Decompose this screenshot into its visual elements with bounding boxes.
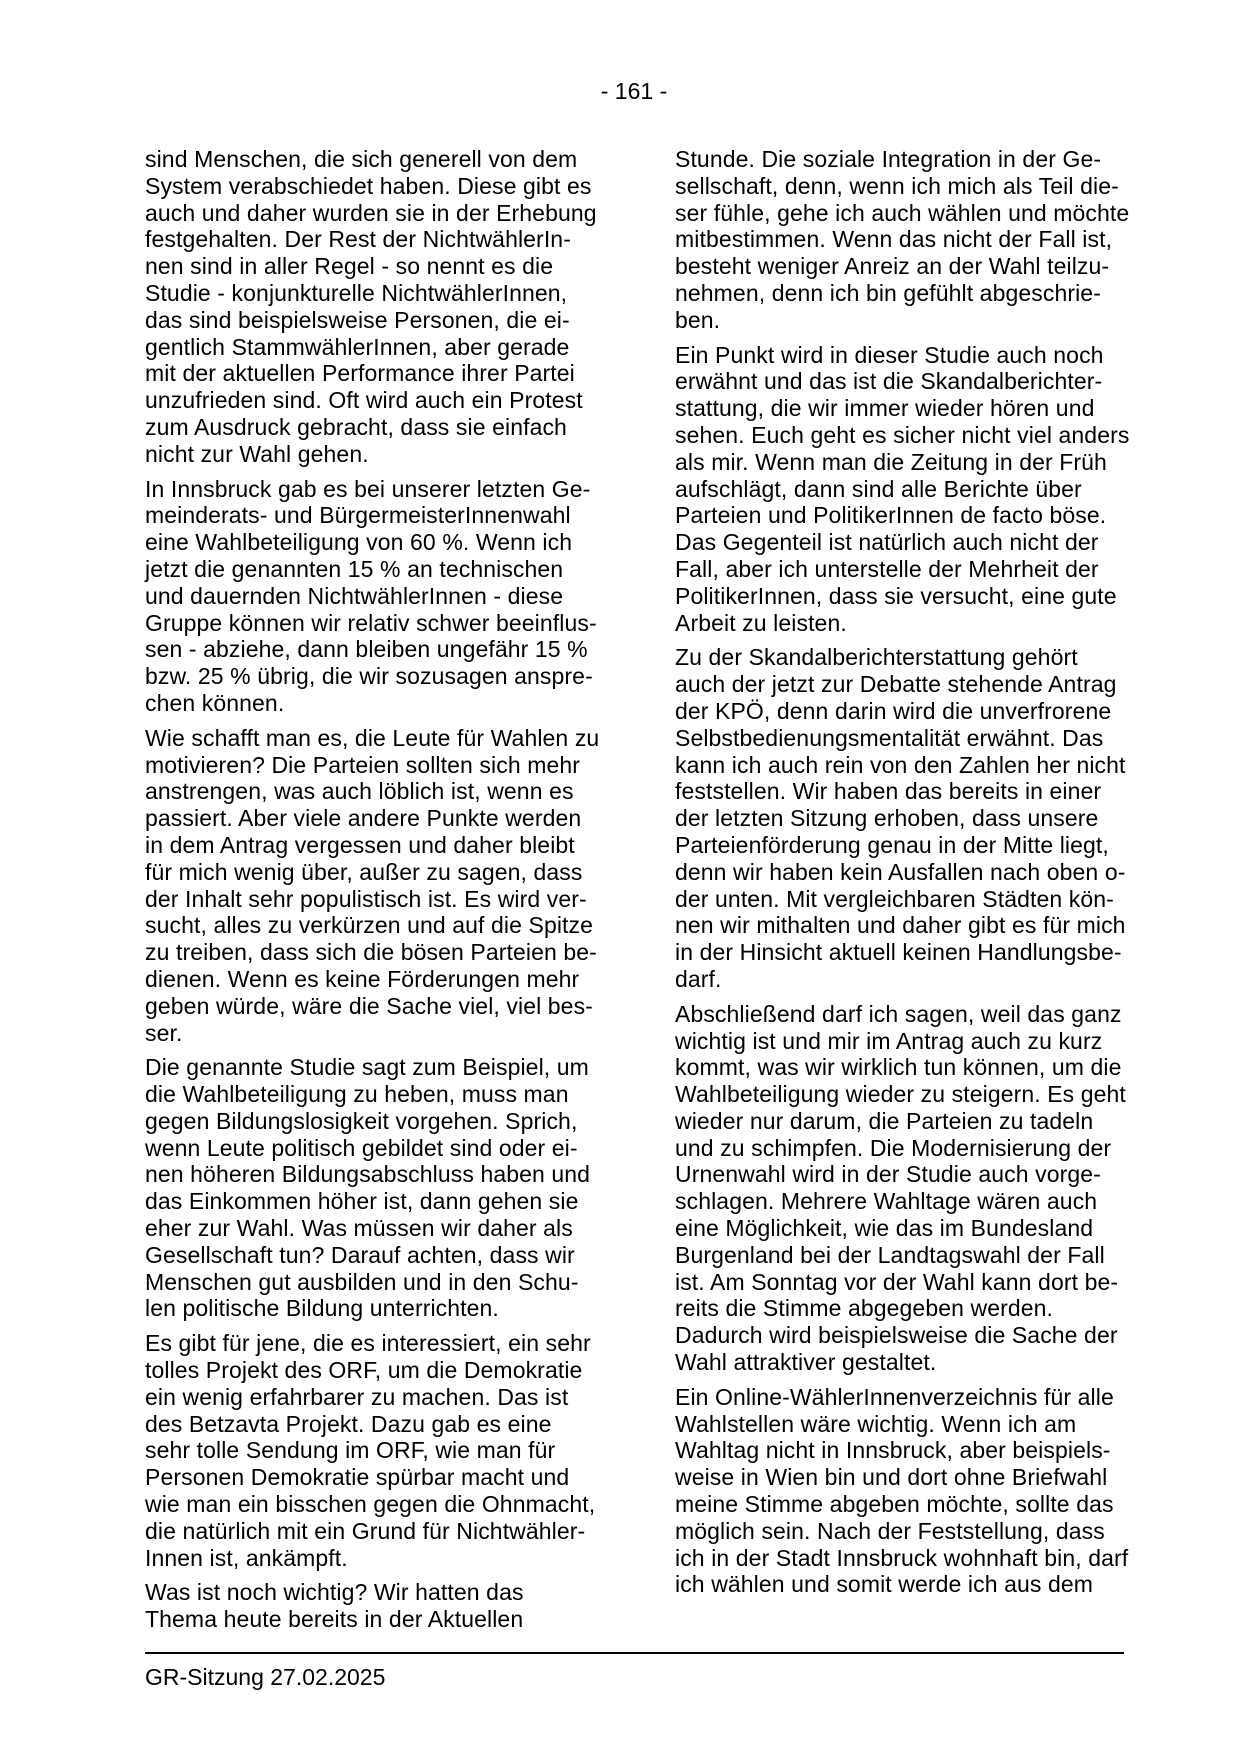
text-line: möglich sein. Nach der Feststellung, dass bbox=[675, 1517, 1105, 1544]
text-line: len politische Bildung unterrichten. bbox=[145, 1295, 499, 1322]
text-line: ich in der Stadt Innsbruck wohnhaft bin, darf bbox=[675, 1544, 1129, 1571]
text-line: ein wenig erfahrbarer zu machen. Das ist bbox=[145, 1383, 569, 1410]
text-line: Urnenwahl wird in der Studie auch vorge- bbox=[675, 1161, 1101, 1188]
text-line: zum Ausdruck gebracht, dass sie einfach bbox=[145, 413, 567, 440]
text-line: für mich wenig über, außer zu sagen, dass bbox=[145, 858, 583, 885]
text-line: das Einkommen höher ist, dann gehen sie bbox=[145, 1188, 579, 1215]
text-line: gegen Bildungslosigkeit vorgehen. Sprich, bbox=[145, 1107, 578, 1134]
text-line: der KPÖ, denn darin wird die unverfrorene bbox=[675, 697, 1112, 724]
text-line: Wie schafft man es, die Leute für Wahlen zu bbox=[145, 724, 600, 751]
paragraph bbox=[675, 1000, 1126, 1376]
page-footer bbox=[145, 1652, 1124, 1691]
text-columns bbox=[145, 146, 1130, 1641]
text-line: Gesellschaft tun? Darauf achten, dass wir bbox=[145, 1241, 575, 1268]
text-line: nicht zur Wahl gehen. bbox=[145, 440, 369, 467]
paragraph bbox=[675, 1383, 1129, 1598]
text-line: motivieren? Die Parteien sollten sich mehr bbox=[145, 751, 581, 778]
text-line: sen - abziehe, dann bleiben ungefähr 15 % bbox=[145, 636, 588, 663]
text-line: dienen. Wenn es keine Förderungen mehr bbox=[145, 965, 580, 992]
text-line: bzw. 25 % übrig, die wir sozusagen anspre- bbox=[145, 663, 593, 690]
text-line: sehen. Euch geht es sicher nicht viel anders bbox=[675, 421, 1130, 448]
paragraph bbox=[675, 341, 1130, 637]
text-line: sucht, alles zu verkürzen und auf die Spitze bbox=[145, 912, 594, 939]
text-line: reits die Stimme abgegeben werden. bbox=[675, 1295, 1054, 1322]
text-line: ben. bbox=[675, 306, 721, 333]
text-line: Was ist noch wichtig? Wir hatten das bbox=[145, 1579, 524, 1606]
text-line: Wahl attraktiver gestaltet. bbox=[675, 1349, 937, 1376]
text-line: System verabschiedet haben. Diese gibt es bbox=[145, 172, 592, 199]
text-line: wenn Leute politisch gebildet sind oder ei- bbox=[145, 1134, 578, 1161]
text-line: Burgenland bei der Landtagswahl der Fall bbox=[675, 1241, 1105, 1268]
text-line: weise in Wien bin und dort ohne Briefwahl bbox=[675, 1464, 1108, 1491]
text-line: Innen ist, ankämpft. bbox=[145, 1544, 348, 1571]
left-column bbox=[145, 146, 600, 1641]
text-line: wieder nur darum, die Parteien zu tadeln bbox=[675, 1107, 1094, 1134]
text-line: mit der aktuellen Performance ihrer Partei bbox=[145, 360, 575, 387]
text-line: anstrengen, was auch löblich ist, wenn es bbox=[145, 778, 574, 805]
paragraph bbox=[145, 146, 597, 468]
text-line: meine Stimme abgeben möchte, sollte das bbox=[675, 1491, 1114, 1518]
text-line: Studie - konjunkturelle NichtwählerInnen, bbox=[145, 279, 568, 306]
text-line: zu treiben, dass sich die bösen Parteien be- bbox=[145, 939, 597, 966]
text-line: kann ich auch rein von den Zahlen her nicht bbox=[675, 751, 1126, 778]
text-line: Ein Punkt wird in dieser Studie auch noch bbox=[675, 341, 1104, 368]
text-line: erwähnt und das ist die Skandalberichter- bbox=[675, 368, 1103, 395]
text-line: Abschließend darf ich sagen, weil das ganz bbox=[675, 1000, 1122, 1027]
text-line: geben würde, wäre die Sache viel, viel bes- bbox=[145, 992, 593, 1019]
text-line: schlagen. Mehrere Wahltage wären auch bbox=[675, 1188, 1098, 1215]
text-line: jetzt die genannten 15 % an technischen bbox=[145, 555, 564, 582]
text-line: gentlich StammwählerInnen, aber gerade bbox=[145, 333, 570, 360]
text-line: In Innsbruck gab es bei unserer letzten Ge- bbox=[145, 475, 591, 502]
text-line: Menschen gut ausbilden und in den Schu- bbox=[145, 1268, 579, 1295]
text-line: Parteien und PolitikerInnen de facto böse. bbox=[675, 502, 1107, 529]
text-line: Thema heute bereits in der Aktuellen bbox=[145, 1606, 524, 1633]
text-line: Stunde. Die soziale Integration in der Ge- bbox=[675, 146, 1102, 172]
text-line: Wahlbeteiligung wieder zu steigern. Es geht bbox=[675, 1081, 1126, 1108]
text-line: als mir. Wenn man die Zeitung in der Früh bbox=[675, 448, 1107, 475]
text-line: sehr tolle Sendung im ORF, wie man für bbox=[145, 1437, 556, 1464]
text-line: tolles Projekt des ORF, um die Demokratie bbox=[145, 1357, 583, 1384]
text-line: nen höheren Bildungsabschluss haben und bbox=[145, 1161, 591, 1188]
text-line: mitbestimmen. Wenn das nicht der Fall ist, bbox=[675, 226, 1113, 253]
text-line: der unten. Mit vergleichbaren Städten kön- bbox=[675, 885, 1114, 912]
text-line: meinderats- und BürgermeisterInnenwahl bbox=[145, 502, 571, 529]
text-line: und zu schimpfen. Die Modernisierung der bbox=[675, 1134, 1112, 1161]
text-line: unzufrieden sind. Oft wird auch ein Protest bbox=[145, 387, 583, 414]
text-line: nehmen, denn ich bin gefühlt abgeschrie- bbox=[675, 279, 1101, 306]
text-line: die Wahlbeteiligung zu heben, muss man bbox=[145, 1081, 569, 1108]
text-line: PolitikerInnen, dass sie versucht, eine gute bbox=[675, 582, 1117, 609]
paragraph bbox=[145, 724, 600, 1047]
paragraph bbox=[675, 644, 1126, 992]
text-line: Fall, aber ich unterstelle der Mehrheit der bbox=[675, 555, 1099, 582]
text-line: ich wählen und somit werde ich aus dem bbox=[675, 1571, 1094, 1598]
text-line: sind Menschen, die sich generell von dem bbox=[145, 146, 578, 172]
text-line: Selbstbedienungsmentalität erwähnt. Das bbox=[675, 724, 1104, 751]
text-line: denn wir haben kein Ausfallen nach oben o- bbox=[675, 858, 1126, 885]
text-line: ser fühle, gehe ich auch wählen und möchte bbox=[675, 199, 1130, 226]
text-line: wichtig ist und mir im Antrag auch zu kurz bbox=[675, 1027, 1103, 1054]
text-line: auch und daher wurden sie in der Erhebung bbox=[145, 199, 597, 226]
text-line: des Betzavta Projekt. Dazu gab es eine bbox=[145, 1410, 552, 1437]
text-line: nen sind in aller Regel - so nennt es die bbox=[145, 253, 554, 280]
text-line: Wahltag nicht in Innsbruck, aber beispiels- bbox=[675, 1437, 1111, 1464]
page-number: - 161 - bbox=[600, 78, 668, 104]
text-line: die natürlich mit ein Grund für Nichtwähler- bbox=[145, 1517, 586, 1544]
text-line: das sind beispielsweise Personen, die ei- bbox=[145, 306, 570, 333]
text-line: feststellen. Wir haben das bereits in einer bbox=[675, 778, 1102, 805]
text-line: auch der jetzt zur Debatte stehende Antrag bbox=[675, 671, 1117, 698]
text-line: und dauernden NichtwählerInnen - diese bbox=[145, 582, 564, 609]
text-line: ist. Am Sonntag vor der Wahl kann dort be- bbox=[675, 1268, 1119, 1295]
text-line: darf. bbox=[675, 965, 722, 992]
text-line: Ein Online-WählerInnenverzeichnis für alle bbox=[675, 1383, 1114, 1410]
text-line: kommt, was wir wirklich tun können, um die bbox=[675, 1054, 1122, 1081]
paragraph bbox=[675, 146, 1130, 334]
text-line: ser. bbox=[145, 1019, 183, 1046]
text-line: chen können. bbox=[145, 689, 285, 716]
text-line: Das Gegenteil ist natürlich auch nicht der bbox=[675, 529, 1099, 556]
text-line: Dadurch wird beispielsweise die Sache der bbox=[675, 1322, 1118, 1349]
text-line: Arbeit zu leisten. bbox=[675, 609, 847, 636]
text-line: eher zur Wahl. Was müssen wir daher als bbox=[145, 1215, 573, 1242]
text-line: in dem Antrag vergessen und daher bleibt bbox=[145, 831, 575, 858]
text-line: passiert. Aber viele andere Punkte werden bbox=[145, 805, 582, 832]
text-line: besteht weniger Anreiz an der Wahl teilzu- bbox=[675, 253, 1110, 280]
text-line: Gruppe können wir relativ schwer beeinflus- bbox=[145, 609, 597, 636]
paragraph bbox=[145, 1579, 593, 1633]
text-line: eine Möglichkeit, wie das im Bundesland bbox=[675, 1215, 1094, 1242]
text-line: stattung, die wir immer wieder hören und bbox=[675, 395, 1095, 422]
text-line: der letzten Sitzung erhoben, dass unsere bbox=[675, 805, 1099, 832]
text-line: nen wir mithalten und daher gibt es für mich bbox=[675, 912, 1126, 939]
text-line: Personen Demokratie spürbar macht und bbox=[145, 1464, 570, 1491]
paragraph bbox=[145, 475, 597, 717]
text-line: aufschlägt, dann sind alle Berichte über bbox=[675, 475, 1082, 502]
text-line: wie man ein bisschen gegen die Ohnmacht, bbox=[145, 1491, 596, 1518]
text-line: sellschaft, denn, wenn ich mich als Teil die- bbox=[675, 172, 1119, 199]
text-line: Wahlstellen wäre wichtig. Wenn ich am bbox=[675, 1410, 1077, 1437]
right-column bbox=[675, 146, 1130, 1641]
footer-session-label: GR-Sitzung 27.02.2025 bbox=[145, 1664, 386, 1690]
text-line: in der Hinsicht aktuell keinen Handlungsbe- bbox=[675, 939, 1122, 966]
text-line: Es gibt für jene, die es interessiert, ein sehr bbox=[145, 1330, 591, 1357]
text-line: Die genannte Studie sagt zum Beispiel, um bbox=[145, 1054, 589, 1081]
text-line: der Inhalt sehr populistisch ist. Es wird ver- bbox=[145, 885, 587, 912]
text-line: festgehalten. Der Rest der NichtwählerIn- bbox=[145, 226, 571, 253]
paragraph bbox=[145, 1054, 593, 1322]
text-line: Parteienförderung genau in der Mitte liegt, bbox=[675, 831, 1109, 858]
text-line: Zu der Skandalberichterstattung gehört bbox=[675, 644, 1078, 671]
paragraph bbox=[145, 1330, 596, 1571]
text-line: eine Wahlbeteiligung von 60 %. Wenn ich bbox=[145, 529, 573, 556]
